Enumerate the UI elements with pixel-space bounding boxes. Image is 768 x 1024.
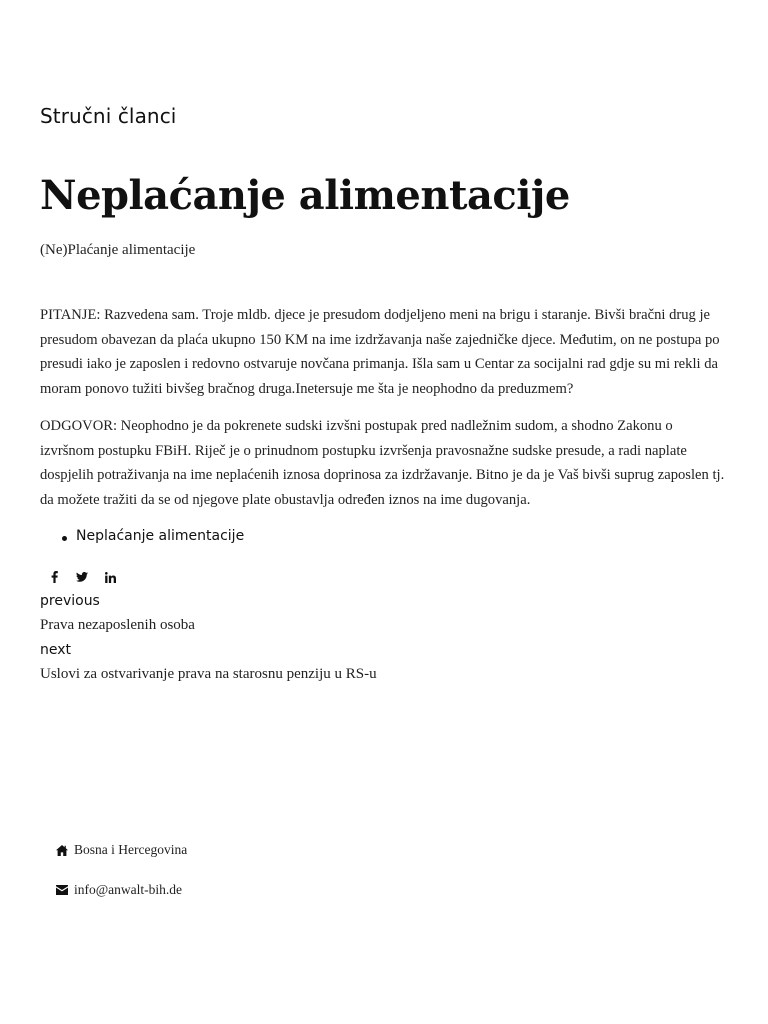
next-post-link[interactable]: Uslovi za ostvarivanje prava na starosnu penziju u RS-u [40,666,377,682]
footer-email [56,882,182,898]
article-title: Neplaćanje alimentacije [40,172,570,219]
twitter-icon[interactable] [68,568,96,586]
envelope-icon [56,884,68,896]
category-heading: Stručni članci [40,104,177,128]
previous-post-link[interactable]: Prava nezaposlenih osoba [40,617,195,633]
article-subtitle: (Ne)Plaćanje alimentacije [40,242,196,258]
home-icon [56,844,68,856]
tag-item[interactable]: Neplaćanje alimentacije [76,528,245,544]
question-paragraph: PITANJE: Razvedena sam. Troje mldb. djece je presudom dodjeljeno meni na brigu i staranje. Bivši bračni drug je presudom obavezan da plaća ukupno 150 KM na ime izdržavanja naše zajedničke djece. Međutim, on ne postupa po presudi iako je zaposlen i redovno ostvaruje novčana primanja. Išla sam u Centar za socijalni rad gdje su mi rekli da moram ponovo tužiti bivšeg bračnog druga.Inetersuje me šta je neophodno da preduzmem? [40,307,720,397]
social-share-bar [40,568,124,586]
footer-location [56,842,187,858]
email-link[interactable]: info@anwalt-bih.de [74,882,183,897]
next-label: next [40,642,72,658]
previous-label: previous [40,593,100,609]
location-text: Bosna i Hercegovina [74,842,188,857]
linkedin-icon[interactable] [96,568,124,586]
tag-list [40,528,244,544]
answer-paragraph: ODGOVOR: Neophodno je da pokrenete sudski izvšni postupak pred nadležnim sudom, a shodno Zakonu o izvršnom postupku FBiH. Riječ je o prinudnom postupku izvršenja pravosnažne sudske presude, a radi naplate dospjelih potraživanja na ime neplaćenih iznosa doprinosa za izdržavanje. Bitno je da je Vaš bivši suprug zaposlen tj. da možete tražiti da se od njegove plate obustavlja određen iznos na ime dugovanja. [40,418,725,508]
facebook-icon[interactable] [40,568,68,586]
